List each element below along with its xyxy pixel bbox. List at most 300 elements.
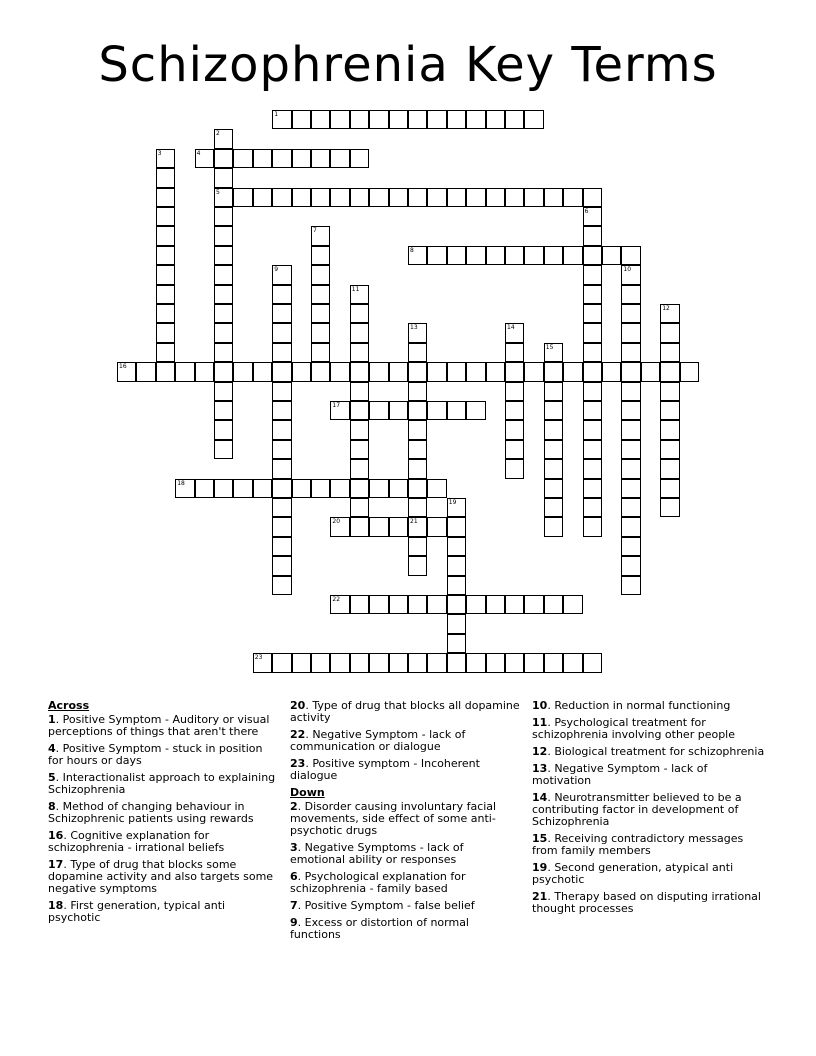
- grid-cell[interactable]: [156, 226, 175, 245]
- clue-across-20: 20. Type of drug that blocks all dopamine activity: [290, 699, 520, 724]
- grid-cell[interactable]: [447, 110, 466, 129]
- grid-cell[interactable]: [272, 149, 291, 168]
- grid-cell[interactable]: [583, 323, 602, 342]
- grid-cell[interactable]: [563, 362, 582, 381]
- grid-cell[interactable]: [641, 362, 660, 381]
- grid-cell[interactable]: [621, 362, 640, 381]
- grid-cell[interactable]: [253, 188, 272, 207]
- grid-cell[interactable]: [583, 265, 602, 284]
- grid-cell[interactable]: [156, 304, 175, 323]
- grid-cell[interactable]: [214, 323, 233, 342]
- grid-cell[interactable]: [292, 188, 311, 207]
- grid-cell[interactable]: [311, 285, 330, 304]
- grid-cell[interactable]: [214, 362, 233, 381]
- grid-cell[interactable]: [330, 653, 349, 672]
- grid-cell[interactable]: [350, 595, 369, 614]
- clue-down-6: 6. Psychological explanation for schizophrenia - family based: [290, 870, 466, 895]
- grid-cell[interactable]: [272, 479, 291, 498]
- grid-cell[interactable]: [621, 498, 640, 517]
- grid-cell[interactable]: [466, 110, 485, 129]
- grid-cell[interactable]: [311, 188, 330, 207]
- grid-cell[interactable]: [583, 246, 602, 265]
- clues-column-1: [48, 700, 280, 929]
- grid-cell[interactable]: [272, 556, 291, 575]
- grid-cell[interactable]: [330, 149, 349, 168]
- grid-cell[interactable]: [253, 149, 272, 168]
- grid-cell[interactable]: [524, 653, 543, 672]
- clues-column-3: [532, 700, 768, 920]
- grid-cell[interactable]: [311, 653, 330, 672]
- grid-cell[interactable]: [563, 595, 582, 614]
- grid-cell[interactable]: [214, 440, 233, 459]
- grid-cell[interactable]: [621, 246, 640, 265]
- grid-cell[interactable]: [660, 362, 679, 381]
- grid-cell[interactable]: [272, 498, 291, 517]
- grid-cell[interactable]: [602, 246, 621, 265]
- grid-cell[interactable]: [427, 479, 446, 498]
- grid-cell[interactable]: [680, 362, 699, 381]
- grid-cell[interactable]: [272, 653, 291, 672]
- grid-cell[interactable]: [563, 653, 582, 672]
- grid-cell[interactable]: [621, 556, 640, 575]
- grid-cell[interactable]: [505, 401, 524, 420]
- grid-cell[interactable]: [389, 401, 408, 420]
- cell-number: 8: [410, 246, 414, 254]
- grid-cell[interactable]: [214, 168, 233, 187]
- grid-cell[interactable]: [466, 401, 485, 420]
- grid-cell[interactable]: [466, 188, 485, 207]
- clue-down-14: 14. Neurotransmitter believed to be a contributing factor in development of Schizophrenia: [532, 791, 742, 828]
- grid-cell[interactable]: [466, 595, 485, 614]
- grid-cell[interactable]: [583, 479, 602, 498]
- clue-down-21: 21. Therapy based on disputing irrational thought processes: [532, 890, 761, 915]
- grid-cell[interactable]: [311, 304, 330, 323]
- grid-cell[interactable]: [175, 362, 194, 381]
- grid-cell[interactable]: [447, 634, 466, 653]
- grid-cell[interactable]: [408, 110, 427, 129]
- across-heading: Across: [48, 699, 90, 712]
- grid-cell[interactable]: [214, 246, 233, 265]
- clue-down-19: 19. Second generation, atypical anti psychotic: [532, 861, 734, 886]
- cell-number: 1: [274, 111, 279, 118]
- grid-cell[interactable]: [583, 382, 602, 401]
- grid-cell[interactable]: [583, 420, 602, 439]
- grid-cell[interactable]: [427, 110, 446, 129]
- grid-cell[interactable]: [544, 517, 563, 536]
- grid-cell[interactable]: [583, 498, 602, 517]
- grid-cell[interactable]: [272, 304, 291, 323]
- grid-cell[interactable]: [389, 110, 408, 129]
- grid-cell[interactable]: [524, 595, 543, 614]
- grid-cell[interactable]: [214, 479, 233, 498]
- grid-cell[interactable]: [583, 440, 602, 459]
- grid-cell[interactable]: [233, 362, 252, 381]
- grid-cell[interactable]: [660, 459, 679, 478]
- clue-across-17: 17. Type of drug that blocks some dopamine activity and also targets some negative symptoms: [48, 858, 274, 895]
- cell-number: 5: [216, 188, 220, 196]
- grid-cell[interactable]: [505, 595, 524, 614]
- grid-cell[interactable]: [156, 188, 175, 207]
- grid-cell[interactable]: [621, 440, 640, 459]
- grid-cell[interactable]: [660, 382, 679, 401]
- grid-cell[interactable]: [583, 226, 602, 245]
- grid-cell[interactable]: [214, 304, 233, 323]
- grid-cell[interactable]: [369, 110, 388, 129]
- grid-cell[interactable]: [350, 343, 369, 362]
- cell-number: 17: [332, 402, 341, 409]
- grid-cell[interactable]: [583, 362, 602, 381]
- grid-cell[interactable]: [389, 517, 408, 536]
- grid-cell[interactable]: [427, 653, 446, 672]
- grid-cell[interactable]: [408, 479, 427, 498]
- grid-cell[interactable]: [621, 323, 640, 342]
- grid-cell[interactable]: [505, 653, 524, 672]
- grid-cell[interactable]: [466, 653, 485, 672]
- grid-cell[interactable]: [350, 498, 369, 517]
- grid-cell[interactable]: [447, 556, 466, 575]
- grid-cell[interactable]: [311, 149, 330, 168]
- grid-cell[interactable]: [369, 517, 388, 536]
- grid-cell[interactable]: [583, 343, 602, 362]
- grid-cell[interactable]: [583, 285, 602, 304]
- grid-cell[interactable]: [505, 343, 524, 362]
- grid-cell[interactable]: [253, 479, 272, 498]
- grid-cell[interactable]: [389, 479, 408, 498]
- grid-cell[interactable]: [544, 401, 563, 420]
- grid-cell[interactable]: [156, 246, 175, 265]
- grid-cell[interactable]: [408, 595, 427, 614]
- grid-cell[interactable]: [350, 459, 369, 478]
- grid-cell[interactable]: [408, 188, 427, 207]
- grid-cell[interactable]: [292, 653, 311, 672]
- grid-cell[interactable]: [621, 537, 640, 556]
- grid-cell[interactable]: [156, 285, 175, 304]
- grid-cell[interactable]: [350, 401, 369, 420]
- grid-cell[interactable]: [563, 246, 582, 265]
- grid-cell[interactable]: [621, 420, 640, 439]
- cell-number: 22: [332, 596, 341, 603]
- grid-cell[interactable]: [195, 479, 214, 498]
- grid-cell[interactable]: [214, 226, 233, 245]
- grid-cell[interactable]: [621, 343, 640, 362]
- grid-cell[interactable]: [447, 362, 466, 381]
- grid-cell[interactable]: [272, 517, 291, 536]
- cell-number: 6: [584, 208, 589, 215]
- grid-cell[interactable]: [292, 149, 311, 168]
- grid-cell[interactable]: [621, 285, 640, 304]
- grid-cell[interactable]: [330, 188, 349, 207]
- grid-cell[interactable]: [621, 304, 640, 323]
- grid-cell[interactable]: [311, 343, 330, 362]
- grid-cell[interactable]: [505, 110, 524, 129]
- grid-cell[interactable]: [544, 459, 563, 478]
- grid-cell[interactable]: [350, 149, 369, 168]
- grid-cell[interactable]: [660, 479, 679, 498]
- cell-number: 20: [332, 518, 341, 526]
- grid-cell[interactable]: [486, 653, 505, 672]
- grid-cell[interactable]: [660, 420, 679, 439]
- grid-cell[interactable]: [544, 246, 563, 265]
- grid-cell[interactable]: [330, 110, 349, 129]
- grid-cell[interactable]: [466, 362, 485, 381]
- clue-across-22: 22. Negative Symptom - lack of communication or dialogue: [290, 728, 466, 753]
- grid-cell[interactable]: [621, 401, 640, 420]
- grid-cell[interactable]: [369, 653, 388, 672]
- clue-across-4: 4. Positive Symptom - stuck in position for hours or days: [48, 742, 263, 767]
- grid-cell[interactable]: [311, 323, 330, 342]
- grid-cell[interactable]: [447, 537, 466, 556]
- clue-down-7: 7. Positive Symptom - false belief: [290, 899, 475, 912]
- grid-cell[interactable]: [486, 362, 505, 381]
- clues-column-2: [290, 700, 520, 946]
- grid-cell[interactable]: [563, 188, 582, 207]
- grid-cell[interactable]: [389, 362, 408, 381]
- cell-number: 14: [507, 324, 515, 332]
- grid-cell[interactable]: [427, 188, 446, 207]
- grid-cell[interactable]: [660, 498, 679, 517]
- grid-cell[interactable]: [214, 420, 233, 439]
- grid-cell[interactable]: [427, 595, 446, 614]
- grid-cell[interactable]: [505, 440, 524, 459]
- grid-cell[interactable]: [272, 343, 291, 362]
- clue-across-5: 5. Interactionalist approach to explaining Schizophrenia: [48, 771, 276, 796]
- grid-cell[interactable]: [621, 576, 640, 595]
- grid-cell[interactable]: [583, 304, 602, 323]
- page-title: Schizophrenia Key Terms: [98, 37, 718, 93]
- grid-cell[interactable]: [660, 401, 679, 420]
- cell-number: 10: [623, 266, 632, 274]
- grid-cell[interactable]: [447, 653, 466, 672]
- clue-down-9: 9. Excess or distortion of normal functions: [290, 916, 469, 941]
- cell-number: 4: [196, 149, 201, 157]
- grid-cell[interactable]: [408, 440, 427, 459]
- grid-cell[interactable]: [369, 479, 388, 498]
- grid-cell[interactable]: [292, 362, 311, 381]
- grid-cell[interactable]: [311, 246, 330, 265]
- grid-cell[interactable]: [272, 401, 291, 420]
- grid-cell[interactable]: [311, 265, 330, 284]
- grid-cell[interactable]: [136, 362, 155, 381]
- grid-cell[interactable]: [330, 362, 349, 381]
- grid-cell[interactable]: [427, 401, 446, 420]
- grid-cell[interactable]: [544, 653, 563, 672]
- grid-cell[interactable]: [408, 362, 427, 381]
- grid-cell[interactable]: [311, 110, 330, 129]
- grid-cell[interactable]: [524, 362, 543, 381]
- grid-cell[interactable]: [350, 110, 369, 129]
- grid-cell[interactable]: [524, 188, 543, 207]
- cell-number: 16: [119, 363, 127, 371]
- grid-cell[interactable]: [505, 420, 524, 439]
- grid-cell[interactable]: [408, 653, 427, 672]
- grid-cell[interactable]: [272, 188, 291, 207]
- grid-cell[interactable]: [621, 479, 640, 498]
- grid-cell[interactable]: [583, 653, 602, 672]
- grid-cell[interactable]: [350, 517, 369, 536]
- grid-cell[interactable]: [486, 110, 505, 129]
- grid-cell[interactable]: [311, 479, 330, 498]
- grid-cell[interactable]: [408, 498, 427, 517]
- grid-cell[interactable]: [447, 595, 466, 614]
- grid-cell[interactable]: [544, 479, 563, 498]
- grid-cell[interactable]: [486, 246, 505, 265]
- cell-number: 21: [410, 518, 418, 526]
- grid-cell[interactable]: [544, 362, 563, 381]
- grid-cell[interactable]: [272, 537, 291, 556]
- grid-cell[interactable]: [447, 188, 466, 207]
- grid-cell[interactable]: [369, 401, 388, 420]
- grid-cell[interactable]: [544, 420, 563, 439]
- cell-number: 15: [545, 343, 554, 351]
- grid-cell[interactable]: [583, 188, 602, 207]
- grid-cell[interactable]: [272, 382, 291, 401]
- grid-cell[interactable]: [408, 556, 427, 575]
- grid-cell[interactable]: [447, 246, 466, 265]
- grid-cell[interactable]: [195, 362, 214, 381]
- grid-cell[interactable]: [214, 265, 233, 284]
- clue-across-23: 23. Positive symptom - Incoherent dialogue: [290, 757, 480, 782]
- grid-cell[interactable]: [408, 420, 427, 439]
- clue-down-12: 12. Biological treatment for schizophrenia: [532, 745, 765, 758]
- grid-cell[interactable]: [350, 420, 369, 439]
- grid-cell[interactable]: [447, 614, 466, 633]
- cell-number: 13: [410, 324, 418, 332]
- grid-cell[interactable]: [466, 246, 485, 265]
- grid-cell[interactable]: [272, 440, 291, 459]
- grid-cell[interactable]: [292, 110, 311, 129]
- cell-number: 23: [254, 654, 263, 662]
- grid-cell[interactable]: [486, 595, 505, 614]
- clue-down-13: 13. Negative Symptom - lack of motivation: [532, 762, 708, 787]
- grid-cell[interactable]: [350, 479, 369, 498]
- grid-cell[interactable]: [505, 188, 524, 207]
- grid-cell[interactable]: [408, 459, 427, 478]
- grid-cell[interactable]: [447, 401, 466, 420]
- grid-cell[interactable]: [389, 188, 408, 207]
- grid-cell[interactable]: [544, 498, 563, 517]
- grid-cell[interactable]: [156, 323, 175, 342]
- grid-cell[interactable]: [389, 653, 408, 672]
- grid-cell[interactable]: [272, 420, 291, 439]
- grid-cell[interactable]: [505, 362, 524, 381]
- clue-across-1: 1. Positive Symptom - Auditory or visual perceptions of things that aren't there: [48, 713, 270, 738]
- grid-cell[interactable]: [408, 537, 427, 556]
- grid-cell[interactable]: [660, 440, 679, 459]
- grid-cell[interactable]: [330, 479, 349, 498]
- grid-cell[interactable]: [350, 188, 369, 207]
- grid-cell[interactable]: [408, 401, 427, 420]
- grid-cell[interactable]: [350, 440, 369, 459]
- grid-cell[interactable]: [350, 362, 369, 381]
- grid-cell[interactable]: [544, 595, 563, 614]
- grid-cell[interactable]: [369, 362, 388, 381]
- grid-cell[interactable]: [233, 479, 252, 498]
- grid-cell[interactable]: [272, 323, 291, 342]
- grid-cell[interactable]: [544, 382, 563, 401]
- grid-cell[interactable]: [621, 517, 640, 536]
- grid-cell[interactable]: [389, 595, 408, 614]
- grid-cell[interactable]: [272, 576, 291, 595]
- grid-cell[interactable]: [214, 343, 233, 362]
- grid-cell[interactable]: [253, 362, 272, 381]
- cell-number: 9: [274, 266, 279, 274]
- grid-cell[interactable]: [660, 343, 679, 362]
- grid-cell[interactable]: [583, 517, 602, 536]
- grid-cell[interactable]: [233, 149, 252, 168]
- cell-number: 2: [216, 130, 220, 138]
- cell-number: 19: [448, 499, 457, 506]
- grid-cell[interactable]: [544, 188, 563, 207]
- clue-across-16: 16. Cognitive explanation for schizophrenia - irrational beliefs: [48, 829, 225, 854]
- grid-cell[interactable]: [602, 362, 621, 381]
- grid-cell[interactable]: [621, 459, 640, 478]
- grid-cell[interactable]: [524, 110, 543, 129]
- grid-cell[interactable]: [214, 207, 233, 226]
- grid-cell[interactable]: [660, 323, 679, 342]
- grid-cell[interactable]: [447, 576, 466, 595]
- grid-cell[interactable]: [156, 343, 175, 362]
- grid-cell[interactable]: [156, 362, 175, 381]
- grid-cell[interactable]: [621, 382, 640, 401]
- cell-number: 3: [157, 149, 162, 157]
- grid-cell[interactable]: [350, 653, 369, 672]
- grid-cell[interactable]: [583, 401, 602, 420]
- grid-cell[interactable]: [447, 517, 466, 536]
- grid-cell[interactable]: [544, 440, 563, 459]
- grid-cell[interactable]: [156, 207, 175, 226]
- grid-cell[interactable]: [214, 149, 233, 168]
- grid-cell[interactable]: [350, 304, 369, 323]
- clue-down-3: 3. Negative Symptoms - lack of emotional ability or responses: [290, 841, 464, 866]
- grid-cell[interactable]: [272, 285, 291, 304]
- clue-down-11: 11. Psychological treatment for schizophrenia involving other people: [532, 716, 736, 741]
- grid-cell[interactable]: [505, 382, 524, 401]
- grid-cell[interactable]: [369, 188, 388, 207]
- grid-cell[interactable]: [214, 285, 233, 304]
- grid-cell[interactable]: [156, 265, 175, 284]
- grid-cell[interactable]: [233, 188, 252, 207]
- grid-cell[interactable]: [214, 401, 233, 420]
- grid-cell[interactable]: [272, 362, 291, 381]
- grid-cell[interactable]: [350, 323, 369, 342]
- grid-cell[interactable]: [583, 459, 602, 478]
- clue-across-18: 18. First generation, typical anti psychotic: [48, 899, 226, 924]
- grid-cell[interactable]: [408, 382, 427, 401]
- clue-across-8: 8. Method of changing behaviour in Schizophrenic patients using rewards: [48, 800, 254, 825]
- grid-cell[interactable]: [505, 459, 524, 478]
- grid-cell[interactable]: [350, 382, 369, 401]
- clue-down-2: 2. Disorder causing involuntary facial movements, side effect of some anti-psychotic drugs: [290, 800, 497, 837]
- grid-cell[interactable]: [214, 382, 233, 401]
- grid-cell[interactable]: [369, 595, 388, 614]
- grid-cell[interactable]: [427, 246, 446, 265]
- grid-cell[interactable]: [272, 459, 291, 478]
- grid-cell[interactable]: [156, 168, 175, 187]
- cell-number: 7: [313, 227, 317, 235]
- grid-cell[interactable]: [505, 246, 524, 265]
- cell-number: 11: [351, 285, 360, 293]
- grid-cell[interactable]: [292, 479, 311, 498]
- down-heading: Down: [290, 786, 325, 799]
- grid-cell[interactable]: [311, 362, 330, 381]
- grid-cell[interactable]: [524, 246, 543, 265]
- grid-cell[interactable]: [427, 362, 446, 381]
- clue-down-15: 15. Receiving contradictory messages from family members: [532, 832, 744, 857]
- clue-down-10: 10. Reduction in normal functioning: [532, 699, 731, 712]
- grid-cell[interactable]: [486, 188, 505, 207]
- grid-cell[interactable]: [408, 343, 427, 362]
- grid-cell[interactable]: [427, 517, 446, 536]
